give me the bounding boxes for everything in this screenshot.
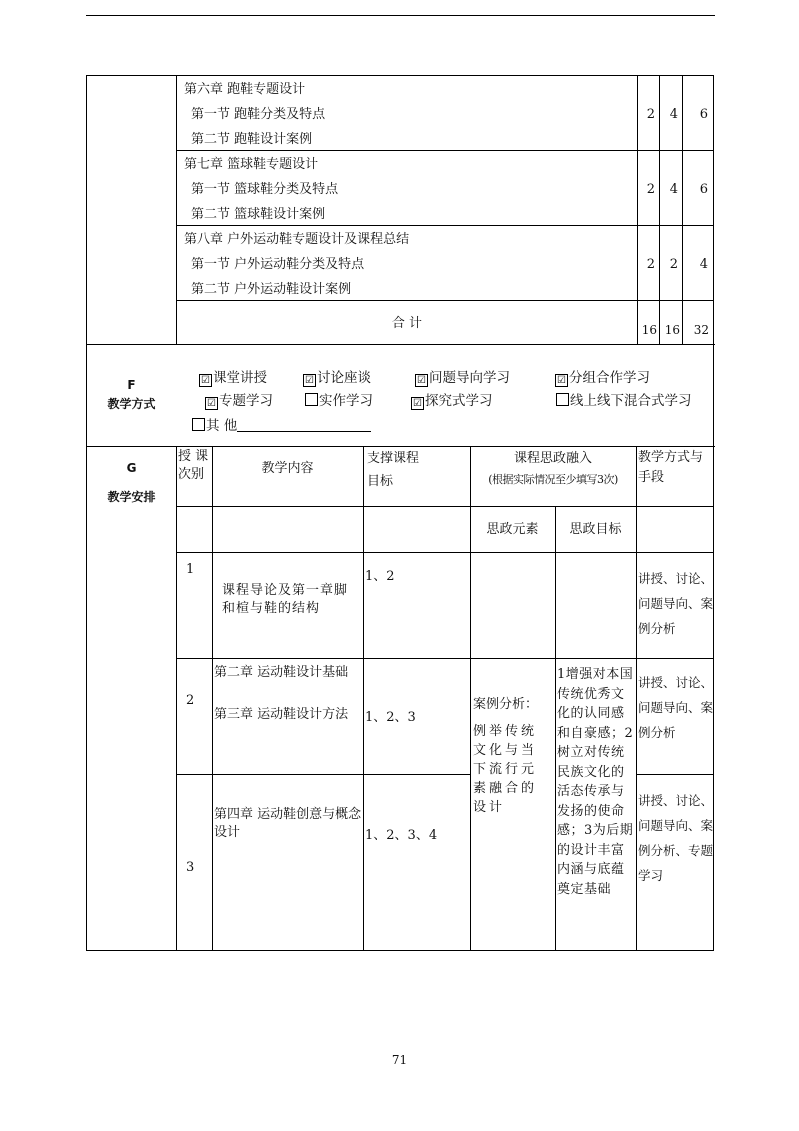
row-divider (176, 300, 714, 301)
session-content-a: 第二章 运动鞋设计基础 (214, 665, 349, 680)
chapter-title: 第七章 篮球鞋专题设计 (184, 157, 319, 172)
course-table (86, 75, 714, 951)
header-goal: 思政目标 (569, 522, 622, 537)
hours-total: 6 (699, 107, 708, 122)
session-support: 1、2 (365, 569, 395, 584)
method-option[interactable]: 实作学习 (305, 393, 373, 409)
col-divider (636, 446, 637, 951)
col-divider (555, 506, 556, 951)
chapter-title: 第六章 跑鞋专题设计 (184, 82, 306, 97)
checkbox-checked-icon[interactable]: ☑ (555, 374, 568, 387)
row-divider (87, 446, 715, 447)
hours-lecture: 2 (646, 182, 655, 197)
row-divider (176, 774, 470, 775)
row-divider (636, 774, 714, 775)
session-number: 3 (186, 860, 195, 875)
checkbox-checked-icon[interactable]: ☑ (199, 374, 212, 387)
method-option[interactable]: ☑ 课堂讲授 (199, 370, 267, 387)
row-divider (176, 225, 714, 226)
teaching-methods-label: 教学方式 (107, 397, 156, 411)
total-hours: 32 (693, 323, 709, 337)
checkbox-checked-icon[interactable]: ☑ (415, 374, 428, 387)
header-ideology-note: (根据实际情况至少填写3次) (488, 473, 618, 486)
row-divider (176, 506, 714, 507)
chapter-title: 第八章 户外运动鞋专题设计及课程总结 (184, 232, 410, 247)
col-divider (637, 76, 638, 300)
section-title: 第一节 跑鞋分类及特点 (191, 107, 326, 122)
other-blank-field[interactable] (237, 419, 371, 432)
hours-lecture: 2 (646, 107, 655, 122)
total-label: 合 计 (391, 316, 423, 331)
method-option[interactable]: ☑ 专题学习 (205, 393, 273, 410)
checkbox-empty-icon[interactable] (192, 418, 205, 431)
header-rule (86, 15, 715, 16)
element-heading: 案例分析： (473, 697, 539, 712)
header-ideology: 课程思政融入 (513, 451, 592, 466)
row-divider (176, 658, 714, 659)
total-practice: 16 (664, 323, 680, 337)
row-divider (87, 344, 715, 345)
section-title: 第二节 篮球鞋设计案例 (191, 207, 326, 222)
hours-total: 4 (699, 257, 708, 272)
checkbox-checked-icon[interactable]: ☑ (411, 397, 424, 410)
element-body: 例举传统文化与当下流行元素融合的设计 (473, 724, 538, 815)
checkbox-empty-icon[interactable] (305, 393, 318, 406)
col-divider (637, 300, 638, 344)
session-content-b: 第三章 运动鞋设计方法 (214, 707, 349, 722)
row-divider (176, 150, 714, 151)
checkbox-empty-icon[interactable] (556, 393, 569, 406)
total-lecture: 16 (641, 323, 657, 337)
header-element: 思政元素 (486, 522, 539, 537)
header-content: 教学内容 (261, 461, 314, 476)
session-support: 1、2、3、4 (365, 828, 438, 843)
checkbox-checked-icon[interactable]: ☑ (205, 397, 218, 410)
session-content: 第四章 运动鞋创意与概念设计 (214, 807, 362, 840)
col-divider (212, 446, 213, 951)
hours-total: 6 (699, 182, 708, 197)
header-support-1: 支撑课程 (367, 451, 420, 466)
header-method: 教学方式与手段 (638, 450, 704, 485)
checkbox-checked-icon[interactable]: ☑ (303, 374, 316, 387)
col-divider (176, 446, 177, 951)
method-option-other[interactable]: 其 他 (192, 418, 371, 434)
header-support-2: 目标 (367, 474, 394, 489)
col-divider (176, 76, 177, 344)
section-title: 第一节 篮球鞋分类及特点 (191, 182, 339, 197)
hours-practice: 4 (669, 107, 678, 122)
ideology-goal: 1增强对本国传统优秀文化的认同感和自豪感；2树立对传统民族文化的活态传承与发扬的使命感；3为后期的设计丰富内涵与底蕴奠定基础 (557, 667, 634, 897)
hours-practice: 2 (669, 257, 678, 272)
method-option[interactable]: ☑ 问题导向学习 (415, 370, 510, 387)
hours-practice: 4 (669, 182, 678, 197)
col-divider (363, 446, 364, 951)
session-support: 1、2、3 (365, 710, 416, 725)
session-method: 讲授、讨论、问题导向、案例分析、专题学习 (638, 793, 714, 883)
session-number: 1 (186, 562, 195, 577)
session-method: 讲授、讨论、问题导向、案例分析 (638, 571, 714, 636)
method-option[interactable]: ☑ 讨论座谈 (303, 370, 371, 387)
col-divider (682, 76, 683, 344)
row-divider (176, 552, 714, 553)
hours-lecture: 2 (646, 257, 655, 272)
section-title: 第二节 户外运动鞋设计案例 (191, 282, 352, 297)
session-content: 课程导论及第一章脚和楦与鞋的结构 (222, 583, 349, 616)
method-option[interactable]: ☑ 分组合作学习 (555, 370, 650, 387)
method-option[interactable]: 线上线下混合式学习 (556, 393, 692, 409)
page-number: 71 (391, 1053, 408, 1067)
section-title: 第二节 跑鞋设计案例 (191, 132, 313, 147)
session-method: 讲授、讨论、问题导向、案例分析 (638, 675, 714, 740)
section-title: 第一节 户外运动鞋分类及特点 (191, 257, 365, 272)
header-session: 授 课次别 (178, 449, 209, 482)
teaching-schedule-label: 教学安排 (107, 490, 156, 504)
section-letter-f: F (127, 378, 136, 392)
session-number: 2 (186, 693, 195, 708)
col-divider (659, 76, 660, 344)
section-letter-g: G (126, 461, 137, 475)
method-option[interactable]: ☑ 探究式学习 (411, 393, 493, 410)
